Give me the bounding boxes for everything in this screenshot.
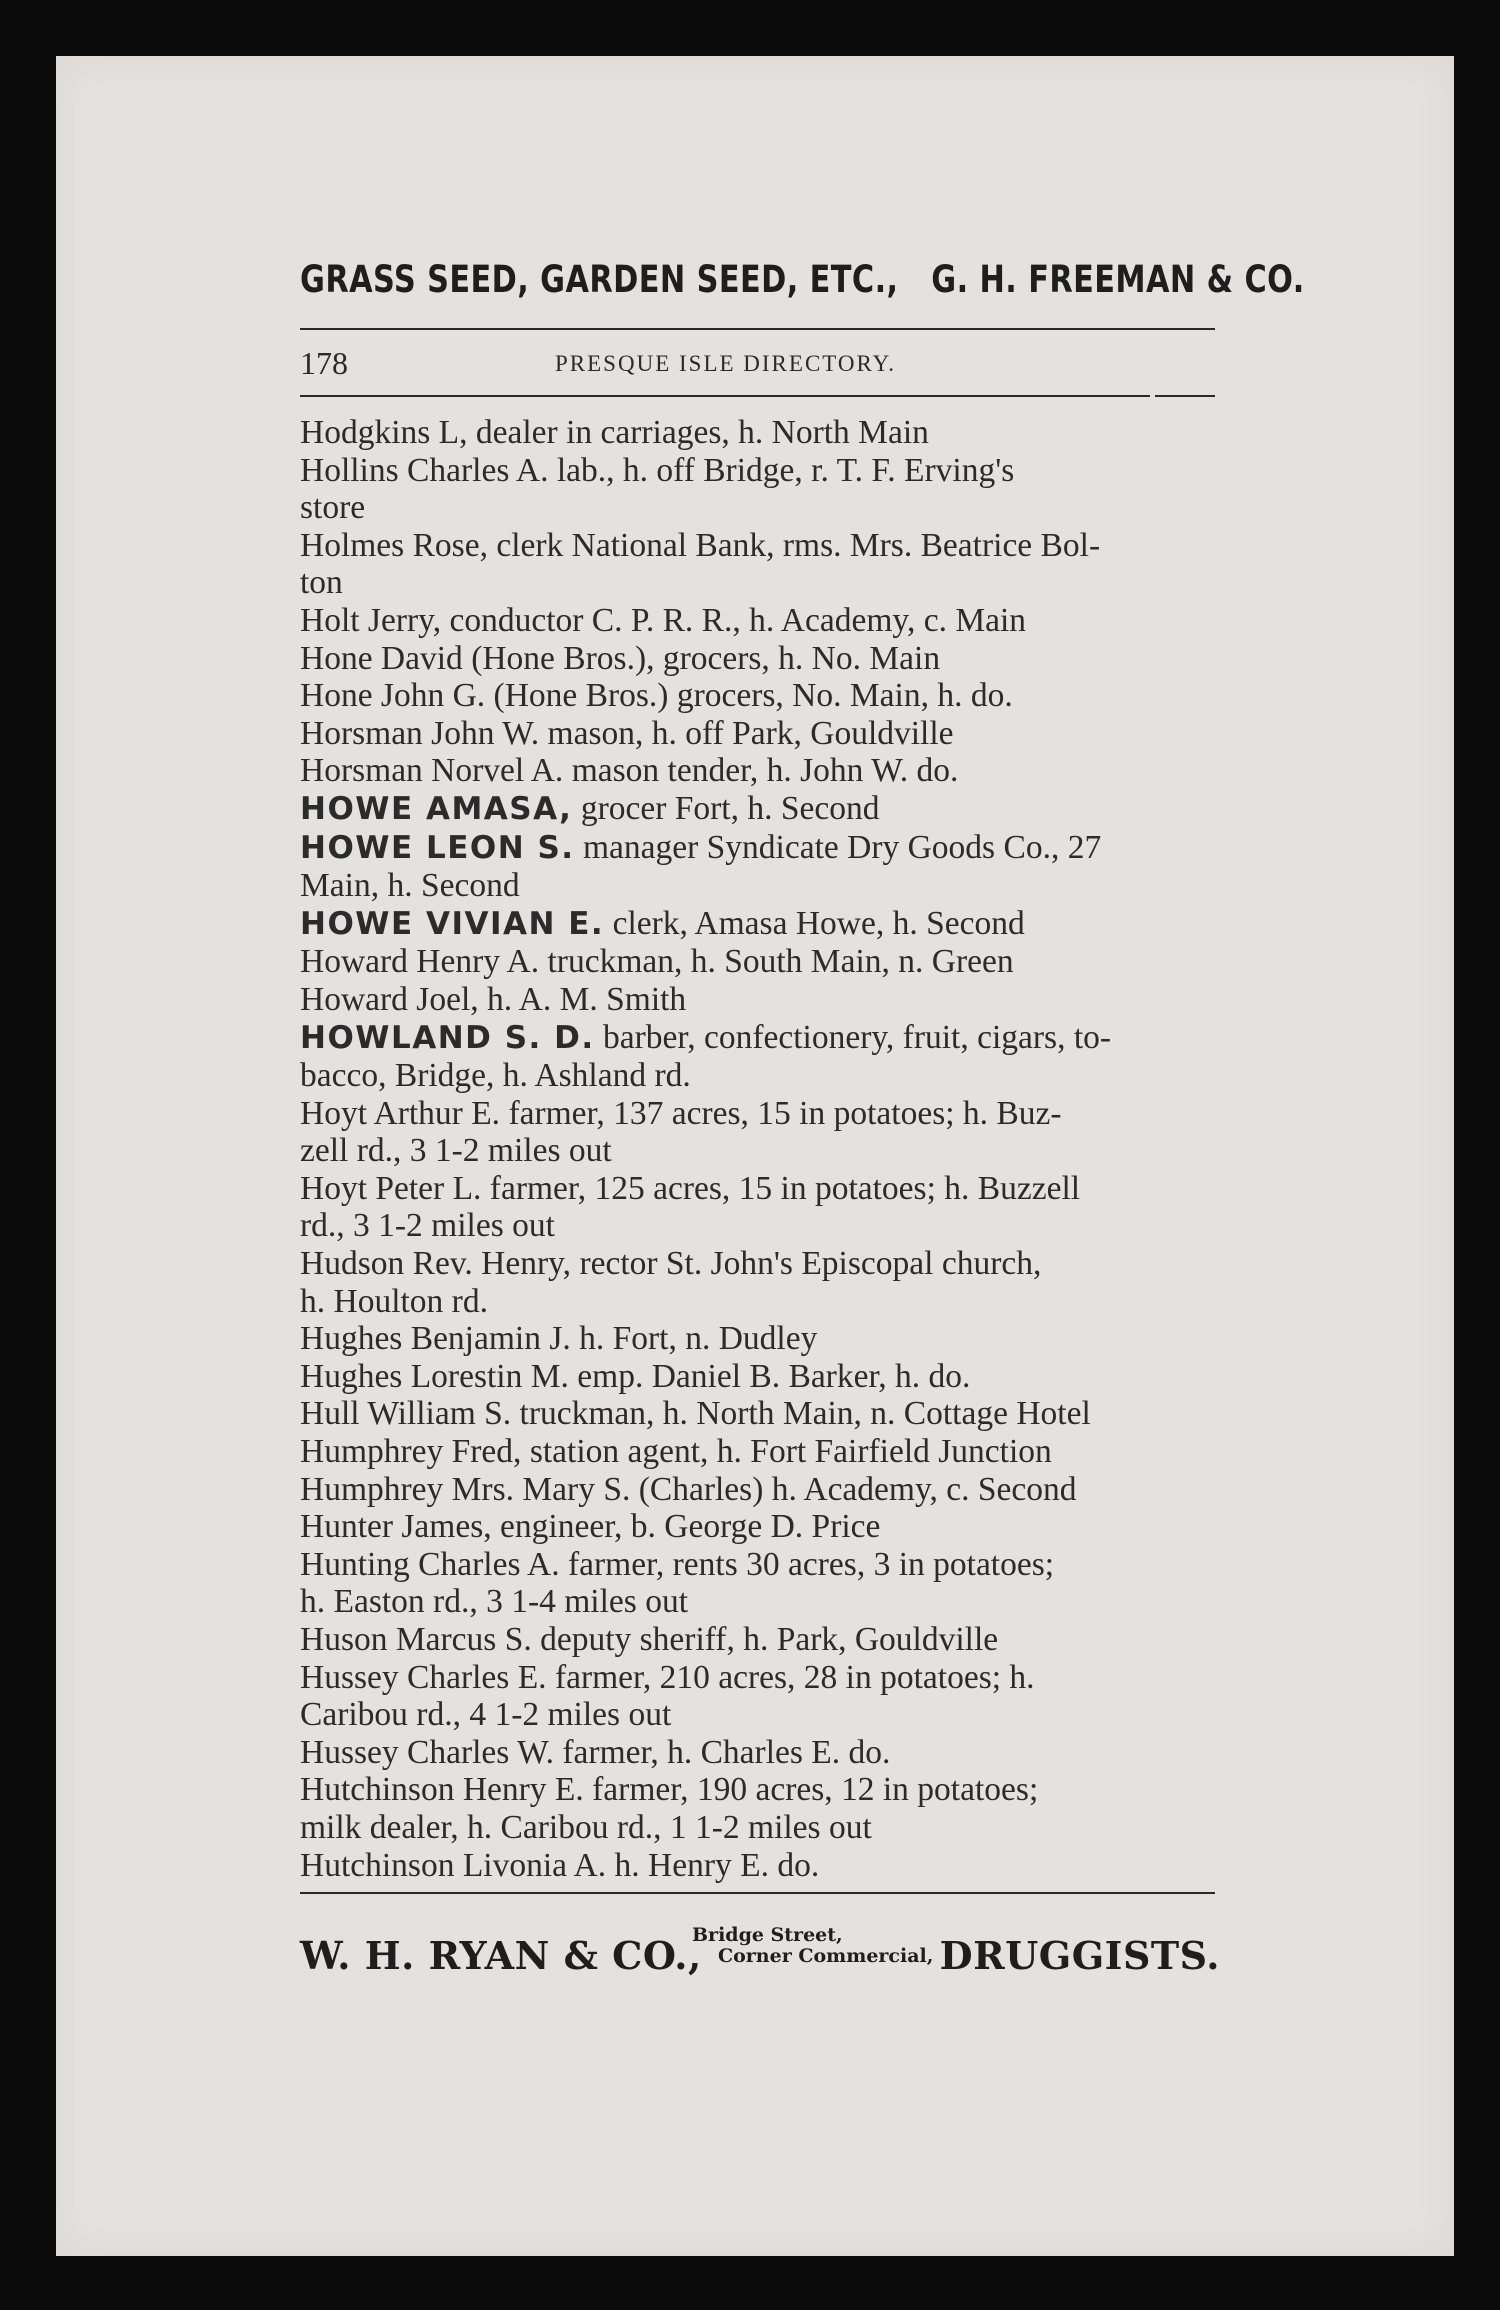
directory-entry: [300, 1395, 1220, 1433]
directory-entry: [300, 414, 1220, 452]
entry-continuation: h. Easton rd., 3 1-4 miles out: [300, 1583, 688, 1621]
entry-name: Hunter James,: [300, 1508, 492, 1546]
directory-entry: [300, 1095, 1220, 1170]
directory-entry: [300, 602, 1220, 640]
top-ad-left: GRASS SEED, GARDEN SEED, ETC.,: [300, 258, 899, 301]
entry-details: emp. Daniel B. Barker, h. do.: [577, 1357, 971, 1395]
running-head-rule-right: [1155, 395, 1215, 397]
entry-continuation: zell rd., 3 1-2 miles out: [300, 1132, 612, 1170]
bottom-ad-address-line2: Corner Commercial,: [718, 1945, 934, 1967]
entry-name: Hunting Charles A.: [300, 1545, 560, 1583]
entry-continuation: h. Houlton rd.: [300, 1282, 488, 1320]
directory-entry: [300, 752, 1220, 790]
directory-entry: [300, 1433, 1220, 1471]
entry-details: farmer, 137 acres, 15 in potatoes; h. Buz-: [508, 1094, 1062, 1132]
entry-details: station agent, h. Fort Fairfield Junction: [529, 1433, 1052, 1471]
entry-continuation: rd., 3 1-2 miles out: [300, 1207, 555, 1245]
entry-details: mason tender, h. John W. do.: [571, 752, 959, 790]
entry-continuation: Main, h. Second: [300, 867, 520, 905]
entry-name: HOWE AMASA,: [300, 790, 573, 827]
directory-entry: [300, 452, 1220, 527]
directory-entry: [300, 790, 1220, 829]
entry-name: Holt Jerry,: [300, 601, 442, 639]
directory-entry: [300, 1621, 1220, 1659]
directory-entry: [300, 943, 1220, 981]
entry-name: Hutchinson Henry E.: [300, 1771, 584, 1809]
top-ad-right: G. H. FREEMAN & CO.: [931, 258, 1305, 301]
entry-name: Horsman Norvel A.: [300, 752, 564, 790]
entry-name: Hone David: [300, 639, 463, 677]
entry-name: Hoyt Arthur E.: [300, 1094, 501, 1132]
entry-details: truckman, h. South Main, n. Green: [547, 943, 1014, 981]
entry-details: farmer, 190 acres, 12 in potatoes;: [592, 1771, 1039, 1809]
entry-name: Huson Marcus S.: [300, 1621, 532, 1658]
bottom-ad-trade: DRUGGISTS.: [939, 1933, 1220, 1978]
directory-entry: [300, 1508, 1220, 1546]
entry-details: farmer, 125 acres, 15 in potatoes; h. Buzzell: [489, 1169, 1081, 1207]
entry-name: Howard Henry A.: [300, 943, 540, 981]
entry-name: Hussey Charles W.: [300, 1733, 555, 1771]
entry-details: dealer in carriages, h. North Main: [475, 414, 929, 451]
entry-name: Holmes Rose,: [300, 526, 488, 564]
entry-continuation: ton: [300, 564, 343, 602]
directory-entry: [300, 1471, 1220, 1509]
directory-entry: [300, 640, 1220, 678]
entry-name: HOWE VIVIAN E.: [300, 905, 605, 942]
entry-details: mason, h. off Park, Gouldville: [547, 714, 954, 752]
bottom-ad-firm: W. H. RYAN & CO.,: [300, 1933, 702, 1978]
entry-name: Hughes Lorestin M.: [300, 1357, 569, 1395]
entry-name: Hone John G.: [300, 677, 486, 715]
entry-details: (Hone Bros.) grocers, No. Main, h. do.: [493, 677, 1013, 715]
top-advertisement: [300, 258, 1305, 301]
directory-title: PRESQUE ISLE DIRECTORY.: [555, 351, 897, 376]
entry-details: farmer, h. Charles E. do.: [562, 1733, 891, 1771]
entry-name: HOWLAND S. D.: [300, 1019, 595, 1056]
directory-entry: [300, 1170, 1220, 1245]
entry-details: manager Syndicate Dry Goods Co., 27: [582, 828, 1102, 866]
entry-details: clerk, Amasa Howe, h. Second: [612, 904, 1025, 942]
directory-entry: [300, 905, 1220, 944]
entry-name: Hollins Charles A.: [300, 451, 549, 489]
entry-continuation: Caribou rd., 4 1-2 miles out: [300, 1696, 672, 1734]
entry-details: farmer, rents 30 acres, 3 in potatoes;: [567, 1545, 1055, 1583]
directory-entry: [300, 1734, 1220, 1772]
directory-entry: [300, 1019, 1220, 1095]
running-head-rule-left: [300, 395, 1150, 397]
entry-name: Hudson Rev. Henry,: [300, 1245, 572, 1283]
entry-details: deputy sheriff, h. Park, Gouldville: [540, 1621, 999, 1658]
entry-name: Humphrey Fred,: [300, 1433, 522, 1471]
directory-entry: [300, 715, 1220, 753]
top-ad-rule: [300, 328, 1215, 330]
directory-entry: [300, 1771, 1220, 1846]
entry-details: h. Henry E. do.: [614, 1846, 820, 1884]
directory-entry: [300, 1320, 1220, 1358]
entry-name: Howard Joel,: [300, 980, 479, 1018]
entry-continuation: bacco, Bridge, h. Ashland rd.: [300, 1057, 691, 1095]
entry-name: Hutchinson Livonia A.: [300, 1846, 607, 1884]
entry-name: Horsman John W.: [300, 714, 540, 752]
entry-details: lab., h. off Bridge, r. T. F. Erving's: [556, 451, 1015, 489]
entry-name: Hull William S.: [300, 1395, 512, 1433]
entry-name: Humphrey Mrs. Mary S.: [300, 1470, 631, 1508]
entry-details: farmer, 210 acres, 28 in potatoes; h.: [554, 1658, 1035, 1696]
entry-continuation: store: [300, 489, 366, 527]
entry-details: truckman, h. North Main, n. Cottage Hotel: [519, 1395, 1091, 1433]
entry-name: Hussey Charles E.: [300, 1658, 547, 1696]
bottom-advertisement: [300, 1925, 1220, 1985]
directory-entry: [300, 1546, 1220, 1621]
entry-details: h. Fort, n. Dudley: [579, 1320, 818, 1358]
bottom-ad-address: [692, 1925, 933, 1967]
entry-details: engineer, b. George D. Price: [500, 1508, 881, 1546]
entry-name: Hodgkins L,: [300, 414, 468, 451]
directory-entry: [300, 981, 1220, 1019]
entry-name: HOWE LEON S.: [300, 829, 575, 866]
directory-entry: [300, 527, 1220, 602]
bottom-ad-address-line1: Bridge Street,: [692, 1924, 843, 1946]
directory-entry: [300, 1659, 1220, 1734]
entry-details: clerk National Bank, rms. Mrs. Beatrice Bol-: [496, 526, 1101, 564]
entry-name: Hughes Benjamin J.: [300, 1320, 571, 1358]
directory-entry: [300, 1358, 1220, 1396]
directory-entry: [300, 1847, 1220, 1885]
directory-entry: [300, 677, 1220, 715]
entry-details: (Charles) h. Academy, c. Second: [638, 1470, 1077, 1508]
entry-details: grocer Fort, h. Second: [580, 789, 880, 827]
entry-details: conductor C. P. R. R., h. Academy, c. Main: [449, 601, 1027, 639]
directory-entry: [300, 1245, 1220, 1320]
entry-name: Hoyt Peter L.: [300, 1169, 482, 1207]
directory-entry: [300, 829, 1220, 905]
entry-continuation: milk dealer, h. Caribou rd., 1 1-2 miles out: [300, 1808, 872, 1846]
entry-details: h. A. M. Smith: [487, 980, 687, 1018]
entry-details: (Hone Bros.), grocers, h. No. Main: [471, 639, 941, 677]
page-number: 178: [300, 345, 348, 381]
bottom-ad-rule: [300, 1892, 1215, 1894]
entry-details: rector St. John's Episcopal church,: [579, 1245, 1042, 1283]
directory-listing: [300, 414, 1220, 1884]
entry-details: barber, confectionery, fruit, cigars, to-: [603, 1018, 1112, 1056]
